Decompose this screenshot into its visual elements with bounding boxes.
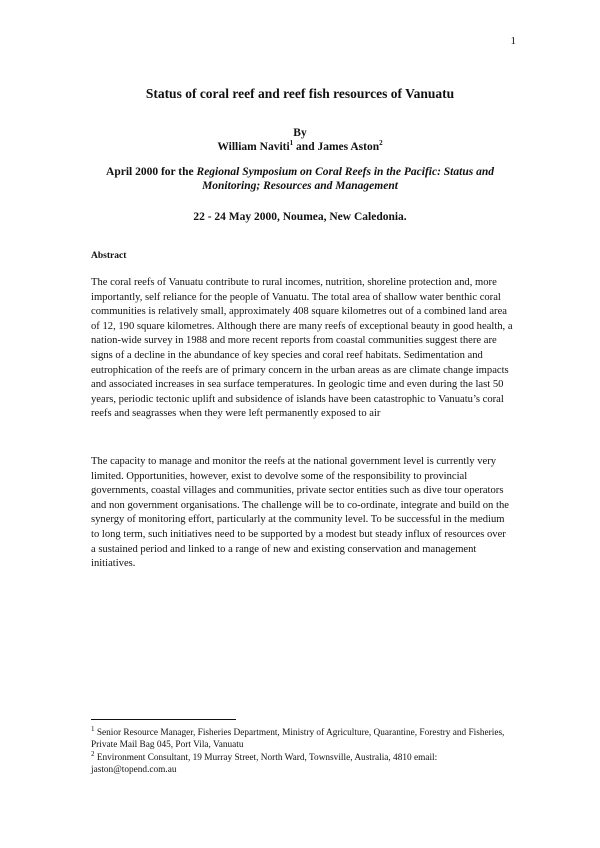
paper-title: Status of coral reef and reef fish resources of Vanuatu [145, 86, 455, 101]
byline-by: By [293, 127, 307, 139]
footnote-2-mark: 2 [91, 749, 95, 758]
abstract-heading: Abstract [91, 251, 127, 261]
venue-date: 22 - 24 May 2000, Noumea, New Caledonia. [193, 211, 407, 223]
abstract-paragraph-1: The coral reefs of Vanuatu contribute to rural incomes, nutrition, shoreline protection and, more importantly, self reliance for the people of Vanuatu. The total area of shallow water benthic coral communities is relatively small, approximately 408 square kilometres out of a combined land area of 12, 190 square kilometres. Although there are many reefs of exceptional beauty in good health, a nation-wide survey in 1988 and more recent reports from coastal communities suggest there are signs of a decline in the abundance of key species and coral reef habitats. Sedimentation and eutrophication of the reefs are of primary concern in the urban areas as are climate change impacts and associated increases in sea surface temperatures. In geologic time and even during the last 50 years, periodic tectonic uplift and subsidence of islands have been catastrophic to Vanuatu’s coral reefs and seagrasses when they were left permanently exposed to air [91, 277, 513, 420]
symposium-prefix: April 2000 for the [106, 166, 197, 178]
footnote-2-text: Environment Consultant, 19 Murray Street, North Ward, Townsville, Australia, 4810 email: jaston@topend.com.au [91, 753, 438, 776]
abstract-paragraph-2: The capacity to manage and monitor the reefs at the national government level is currently very limited. Opportunities, however, exist to devolve some of the responsibility to provincial governments, coastal villages and communities, private sector entities such as dive tour operators and non government organisations. The challenge will be to co-ordinate, integrate and build on the synergy of monitoring effort, particularly at the community level. To be successful in the medium to long term, such initiatives need to be supported by a modest but steady influx of resources over a sustained period and linked to a range of new and existing conservation and management initiatives. [91, 456, 509, 570]
page-number: 1 [510, 35, 516, 47]
author-1: William Naviti [217, 141, 290, 153]
author-2: James Aston [317, 141, 380, 153]
symposium-name: Regional Symposium on Coral Reefs in the Pacific: Status and Monitoring; Resources and Management [196, 166, 494, 192]
author-2-footnote-mark: 2 [379, 139, 383, 148]
footnote-1-text: Senior Resource Manager, Fisheries Department, Ministry of Agriculture, Quarantine, Forestry and Fisheries, Private Mail Bag 045, Port Vila, Vanuatu [91, 728, 505, 751]
symposium-line [92, 165, 508, 193]
footnote-1-mark: 1 [91, 724, 95, 733]
author-conjunction: and [293, 141, 318, 153]
footnote-1 [91, 724, 516, 751]
footnote-divider [91, 719, 236, 720]
author-list [0, 140, 600, 154]
author-1-footnote-mark: 1 [289, 139, 294, 148]
footnote-2 [91, 749, 516, 776]
